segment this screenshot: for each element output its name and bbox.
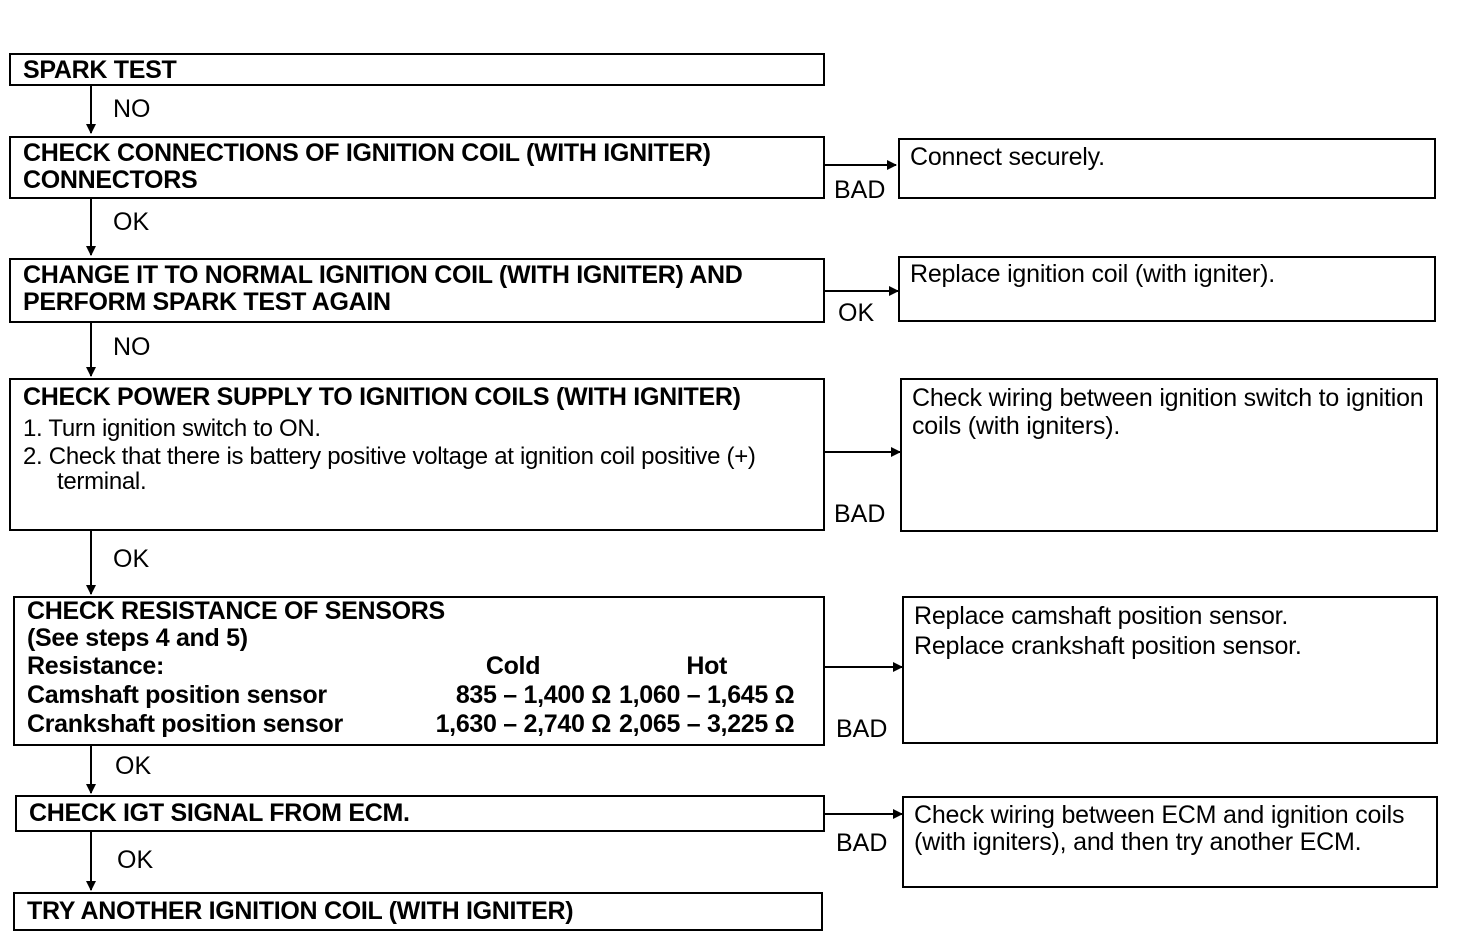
label-ok-4: OK <box>117 846 154 874</box>
sensor-name: Camshaft position sensor <box>27 681 327 709</box>
resistance-note: (See steps 4 and 5) <box>27 624 248 652</box>
label-ok-side: OK <box>838 299 875 327</box>
table-row <box>27 681 794 710</box>
power-supply-sub2: 2. Check that there is battery positive voltage at ignition coil positive (+) terminal. <box>23 443 756 495</box>
resistance-header-hot: Hot <box>686 652 728 680</box>
label-bad-2: BAD <box>834 500 886 528</box>
remedy-connect: Connect securely. <box>898 138 1436 199</box>
label-no-2: NO <box>113 333 151 361</box>
sensor-hot: 2,065 – 3,225 Ω <box>619 710 795 738</box>
resistance-header-label: Resistance: <box>27 652 165 680</box>
resistance-header-row <box>27 652 794 681</box>
step-igt-signal: CHECK IGT SIGNAL FROM ECM. <box>15 795 825 832</box>
sensor-hot: 1,060 – 1,645 Ω <box>619 681 795 709</box>
resistance-table <box>27 652 794 739</box>
remedy-wiring-switch: Check wiring between ignition switch to ignition coils (with igniters). <box>900 378 1438 532</box>
power-supply-title: CHECK POWER SUPPLY TO IGNITION COILS (WITH IGNITER) <box>23 383 741 411</box>
label-ok-3: OK <box>115 752 152 780</box>
step-power-supply <box>9 378 825 531</box>
label-bad-4: BAD <box>836 829 888 857</box>
remedy-wiring-ecm: Check wiring between ECM and ignition coils (with igniters), and then try another ECM. <box>902 796 1438 888</box>
label-no-1: NO <box>113 95 151 123</box>
label-bad-1: BAD <box>834 176 886 204</box>
step-check-resistance <box>13 596 825 746</box>
step-try-coil: TRY ANOTHER IGNITION COIL (WITH IGNITER) <box>13 892 823 931</box>
step-spark-test: SPARK TEST <box>9 53 825 86</box>
resistance-title: CHECK RESISTANCE OF SENSORS <box>27 597 445 625</box>
sensor-name: Crankshaft position sensor <box>27 710 343 738</box>
table-row <box>27 710 794 739</box>
remedy-replace-crank: Replace crankshaft position sensor. <box>914 632 1302 660</box>
remedy-replace-coil: Replace ignition coil (with igniter). <box>898 256 1436 322</box>
label-ok-1: OK <box>113 208 150 236</box>
label-ok-2: OK <box>113 545 150 573</box>
remedy-replace-sensors <box>902 596 1438 744</box>
step-check-connections: CHECK CONNECTIONS OF IGNITION COIL (WITH IGNITER) CONNECTORS <box>9 136 825 199</box>
remedy-replace-cam: Replace camshaft position sensor. <box>914 602 1289 630</box>
resistance-header-cold: Cold <box>485 652 541 680</box>
power-supply-sub1: 1. Turn ignition switch to ON. <box>23 415 321 442</box>
step-change-coil: CHANGE IT TO NORMAL IGNITION COIL (WITH IGNITER) AND PERFORM SPARK TEST AGAIN <box>9 258 825 323</box>
sensor-cold: 835 – 1,400 Ω <box>455 681 611 709</box>
label-bad-3: BAD <box>836 715 888 743</box>
sensor-cold: 1,630 – 2,740 Ω <box>435 710 611 738</box>
